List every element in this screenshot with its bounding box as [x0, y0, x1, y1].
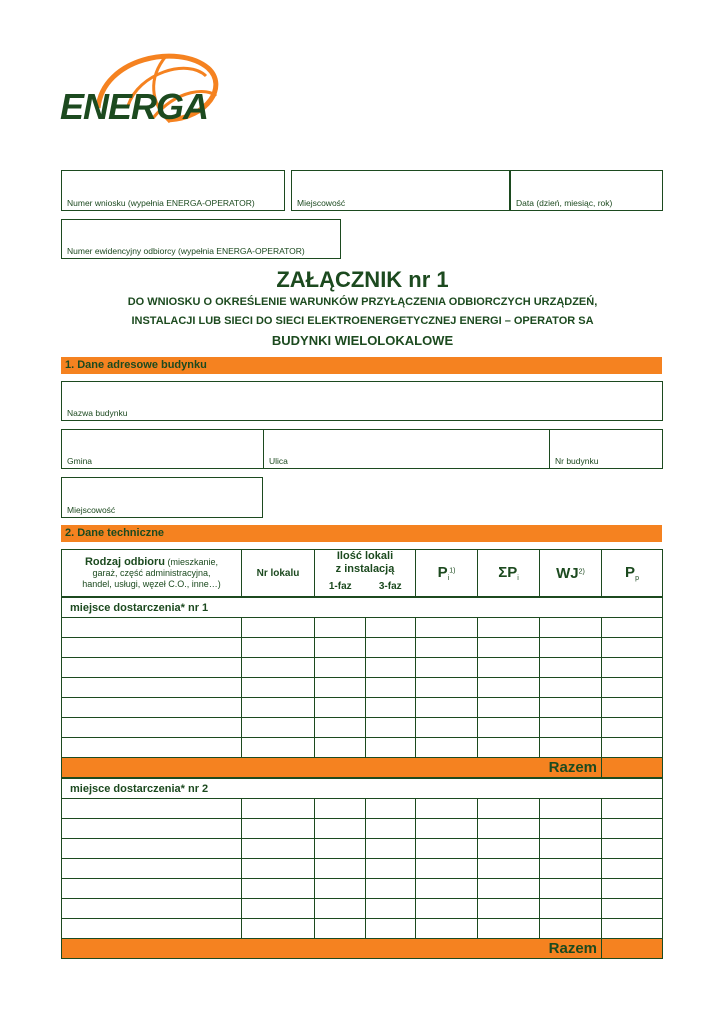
table-cell[interactable] — [540, 678, 602, 698]
energa-logo — [58, 48, 228, 130]
col-spi — [478, 550, 540, 598]
table-cell[interactable] — [315, 738, 366, 758]
table-cell[interactable] — [478, 819, 540, 839]
table-cell[interactable] — [540, 839, 602, 859]
table-cell[interactable] — [315, 638, 366, 658]
table-cell[interactable] — [602, 678, 663, 698]
table-cell[interactable] — [478, 678, 540, 698]
table-cell[interactable] — [315, 899, 366, 919]
table-cell[interactable] — [242, 738, 315, 758]
table-cell[interactable] — [62, 678, 242, 698]
table-cell[interactable] — [366, 658, 416, 678]
subtitle-line2: INSTALACJI LUB SIECI DO SIECI ELEKTROENERGETYCZNEJ ENERGI – OPERATOR SA — [131, 315, 594, 327]
table-row — [62, 738, 663, 758]
col-spi-label: ΣP — [498, 564, 518, 581]
place2-label: miejsce dostarczenia* nr 2 — [62, 778, 663, 799]
col-3faz: 3-faz — [366, 576, 416, 597]
table-cell[interactable] — [540, 919, 602, 939]
col-1faz: 1-faz — [315, 576, 366, 597]
table-cell[interactable] — [242, 678, 315, 698]
total-label: Razem — [62, 939, 602, 959]
table-cell[interactable] — [315, 718, 366, 738]
table-cell[interactable] — [366, 718, 416, 738]
table-cell[interactable] — [62, 799, 242, 819]
building-name-field[interactable] — [61, 381, 663, 421]
table-cell[interactable] — [602, 638, 663, 658]
table-cell[interactable] — [62, 698, 242, 718]
table-row — [62, 638, 663, 658]
commune-field[interactable] — [61, 429, 264, 469]
table-cell[interactable] — [366, 799, 416, 819]
table-cell[interactable] — [366, 638, 416, 658]
table-cell[interactable] — [315, 819, 366, 839]
place2-group — [62, 778, 663, 959]
table-cell[interactable] — [62, 718, 242, 738]
table-cell[interactable] — [416, 879, 478, 899]
table-cell[interactable] — [416, 819, 478, 839]
table-cell[interactable] — [315, 879, 366, 899]
table-row — [62, 678, 663, 698]
table-cell[interactable] — [242, 638, 315, 658]
place2-header-row — [62, 778, 663, 799]
table-cell[interactable] — [602, 859, 663, 879]
table-cell[interactable] — [62, 638, 242, 658]
building-number-field[interactable] — [549, 429, 663, 469]
table-cell[interactable] — [62, 839, 242, 859]
table-cell[interactable] — [366, 879, 416, 899]
customer-id-label: Numer ewidencyjny odbiorcy (wypełnia ENERGA-OPERATOR) — [67, 246, 305, 256]
col-count-title — [315, 550, 416, 577]
date-field[interactable] — [510, 170, 663, 211]
section2-header — [61, 525, 662, 542]
col-pp-label: P — [625, 564, 636, 581]
table-cell[interactable] — [315, 618, 366, 638]
table-cell[interactable] — [416, 839, 478, 859]
col-type-bold: Rodzaj odbioru — [84, 555, 166, 568]
col-type-rest1: (mieszkanie, — [165, 556, 219, 567]
building-name-label: Nazwa budynku — [67, 408, 128, 418]
table-cell[interactable] — [366, 919, 416, 939]
table-cell[interactable] — [242, 819, 315, 839]
section1-header — [61, 357, 662, 374]
table-cell[interactable] — [242, 718, 315, 738]
table-cell[interactable] — [366, 698, 416, 718]
table-cell[interactable] — [540, 738, 602, 758]
place1-header-row — [62, 597, 663, 618]
table-cell[interactable] — [602, 879, 663, 899]
commune-label: Gmina — [67, 456, 93, 466]
subtitle-line1: DO WNIOSKU O OKREŚLENIE WARUNKÓW PRZYŁĄCZENIA ODBIORCZYCH URZĄDZEŃ, — [127, 296, 598, 308]
table-cell[interactable] — [540, 799, 602, 819]
table-cell[interactable] — [416, 678, 478, 698]
table-cell[interactable] — [315, 658, 366, 678]
col-type — [62, 550, 242, 598]
table-cell[interactable] — [602, 899, 663, 919]
city-label: Miejscowość — [67, 505, 116, 515]
table-cell[interactable] — [540, 618, 602, 638]
table-header-row — [62, 550, 663, 577]
table-cell[interactable] — [416, 799, 478, 819]
col-pi — [416, 550, 478, 598]
table-cell[interactable] — [62, 658, 242, 678]
table-cell[interactable] — [540, 638, 602, 658]
total-value-cell[interactable] — [602, 758, 663, 779]
place1-label: miejsce dostarczenia* nr 1 — [62, 597, 663, 618]
table-cell[interactable] — [540, 899, 602, 919]
table-cell[interactable] — [315, 678, 366, 698]
col-wj-sup: 2) — [578, 568, 585, 576]
page-title: ZAŁĄCZNIK nr 1 — [276, 267, 449, 292]
table-cell[interactable] — [242, 879, 315, 899]
col-type-rest2: garaż, część administracyjna, — [92, 567, 211, 578]
section1-title: 1. Dane adresowe budynku — [65, 359, 207, 371]
col-pi-sup: 1) — [449, 567, 456, 575]
table-cell[interactable] — [366, 859, 416, 879]
building-number-label: Nr budynku — [555, 456, 599, 466]
table-row — [62, 698, 663, 718]
total-label: Razem — [62, 758, 602, 779]
col-pp — [602, 550, 663, 598]
table-cell[interactable] — [62, 738, 242, 758]
table-cell[interactable] — [366, 819, 416, 839]
table-cell[interactable] — [242, 859, 315, 879]
table-cell[interactable] — [62, 919, 242, 939]
table-cell[interactable] — [366, 678, 416, 698]
table-cell[interactable] — [416, 618, 478, 638]
city-label-top: Miejscowość — [297, 198, 346, 208]
table-cell[interactable] — [366, 618, 416, 638]
total-row — [62, 939, 663, 959]
request-number-label: Numer wniosku (wypełnia ENERGA-OPERATOR) — [67, 198, 255, 208]
table-cell[interactable] — [315, 799, 366, 819]
table-cell[interactable] — [540, 879, 602, 899]
col-wj — [540, 550, 602, 598]
city-field[interactable] — [61, 477, 263, 518]
table-row — [62, 618, 663, 638]
table-cell[interactable] — [540, 718, 602, 738]
table-cell[interactable] — [416, 658, 478, 678]
table-cell[interactable] — [478, 718, 540, 738]
table-cell[interactable] — [602, 738, 663, 758]
table-cell[interactable] — [602, 718, 663, 738]
street-label: Ulica — [269, 456, 288, 466]
table-cell[interactable] — [478, 799, 540, 819]
table-row — [62, 859, 663, 879]
table-cell[interactable] — [540, 698, 602, 718]
table-row — [62, 899, 663, 919]
table-cell[interactable] — [315, 698, 366, 718]
table-cell[interactable] — [416, 859, 478, 879]
table-cell[interactable] — [602, 799, 663, 819]
table-cell[interactable] — [62, 618, 242, 638]
table-cell[interactable] — [242, 658, 315, 678]
table-cell[interactable] — [602, 839, 663, 859]
col-wj-label: WJ — [556, 564, 579, 582]
table-cell[interactable] — [416, 738, 478, 758]
city-field-top[interactable] — [291, 170, 510, 211]
col-type-rest3: handel, usługi, węzeł C.O., inne…) — [82, 578, 221, 589]
section2-title: 2. Dane techniczne — [65, 527, 165, 539]
date-label: Data (dzień, miesiąc, rok) — [516, 198, 613, 208]
table-cell[interactable] — [242, 698, 315, 718]
table-cell[interactable] — [602, 819, 663, 839]
table-row — [62, 839, 663, 859]
table-cell[interactable] — [416, 698, 478, 718]
table-cell[interactable] — [478, 899, 540, 919]
technical-data-table — [61, 549, 663, 959]
col-unit-no: Nr lokalu — [242, 550, 315, 598]
table-cell[interactable] — [315, 839, 366, 859]
table-cell[interactable] — [62, 859, 242, 879]
table-cell[interactable] — [416, 919, 478, 939]
logo-text: ENERGA — [60, 86, 209, 127]
table-cell[interactable] — [602, 698, 663, 718]
table-cell[interactable] — [478, 698, 540, 718]
table-cell[interactable] — [315, 919, 366, 939]
table-cell[interactable] — [315, 859, 366, 879]
col-pp-sub: p — [635, 575, 639, 582]
col-pi-label: P — [437, 564, 448, 581]
col-spi-sub: i — [517, 575, 519, 582]
table-cell[interactable] — [416, 899, 478, 919]
table-cell[interactable] — [366, 899, 416, 919]
request-number-field[interactable] — [61, 170, 285, 211]
col-pi-sub: i — [447, 575, 450, 582]
table-row — [62, 819, 663, 839]
table-cell[interactable] — [242, 618, 315, 638]
table-cell[interactable] — [478, 658, 540, 678]
table-row — [62, 799, 663, 819]
table-row — [62, 879, 663, 899]
table-row — [62, 718, 663, 738]
table-cell[interactable] — [242, 899, 315, 919]
table-cell[interactable] — [62, 879, 242, 899]
table-cell[interactable] — [478, 919, 540, 939]
street-field[interactable] — [263, 429, 550, 469]
col-count-title2: z instalacją — [335, 563, 395, 575]
subtitle-line3: BUDYNKI WIELOLOKALOWE — [271, 333, 454, 348]
table-cell[interactable] — [366, 839, 416, 859]
table-cell[interactable] — [540, 658, 602, 678]
col-count-title1: Ilość lokali — [336, 550, 394, 562]
table-cell[interactable] — [416, 638, 478, 658]
table-cell[interactable] — [242, 919, 315, 939]
table-cell[interactable] — [62, 819, 242, 839]
table-cell[interactable] — [478, 738, 540, 758]
total-row — [62, 758, 663, 779]
total-value-cell[interactable] — [602, 939, 663, 959]
table-cell[interactable] — [602, 658, 663, 678]
table-cell[interactable] — [366, 738, 416, 758]
table-row — [62, 658, 663, 678]
table-cell[interactable] — [62, 899, 242, 919]
table-cell[interactable] — [242, 839, 315, 859]
table-row — [62, 919, 663, 939]
table-cell[interactable] — [602, 919, 663, 939]
customer-id-field[interactable] — [61, 219, 341, 259]
table-cell[interactable] — [478, 618, 540, 638]
table-cell[interactable] — [602, 618, 663, 638]
table-cell[interactable] — [540, 859, 602, 879]
place1-group — [62, 597, 663, 778]
table-cell[interactable] — [416, 718, 478, 738]
table-cell[interactable] — [478, 839, 540, 859]
table-cell[interactable] — [540, 819, 602, 839]
table-cell[interactable] — [478, 859, 540, 879]
table-cell[interactable] — [478, 879, 540, 899]
table-cell[interactable] — [242, 799, 315, 819]
table-cell[interactable] — [478, 638, 540, 658]
